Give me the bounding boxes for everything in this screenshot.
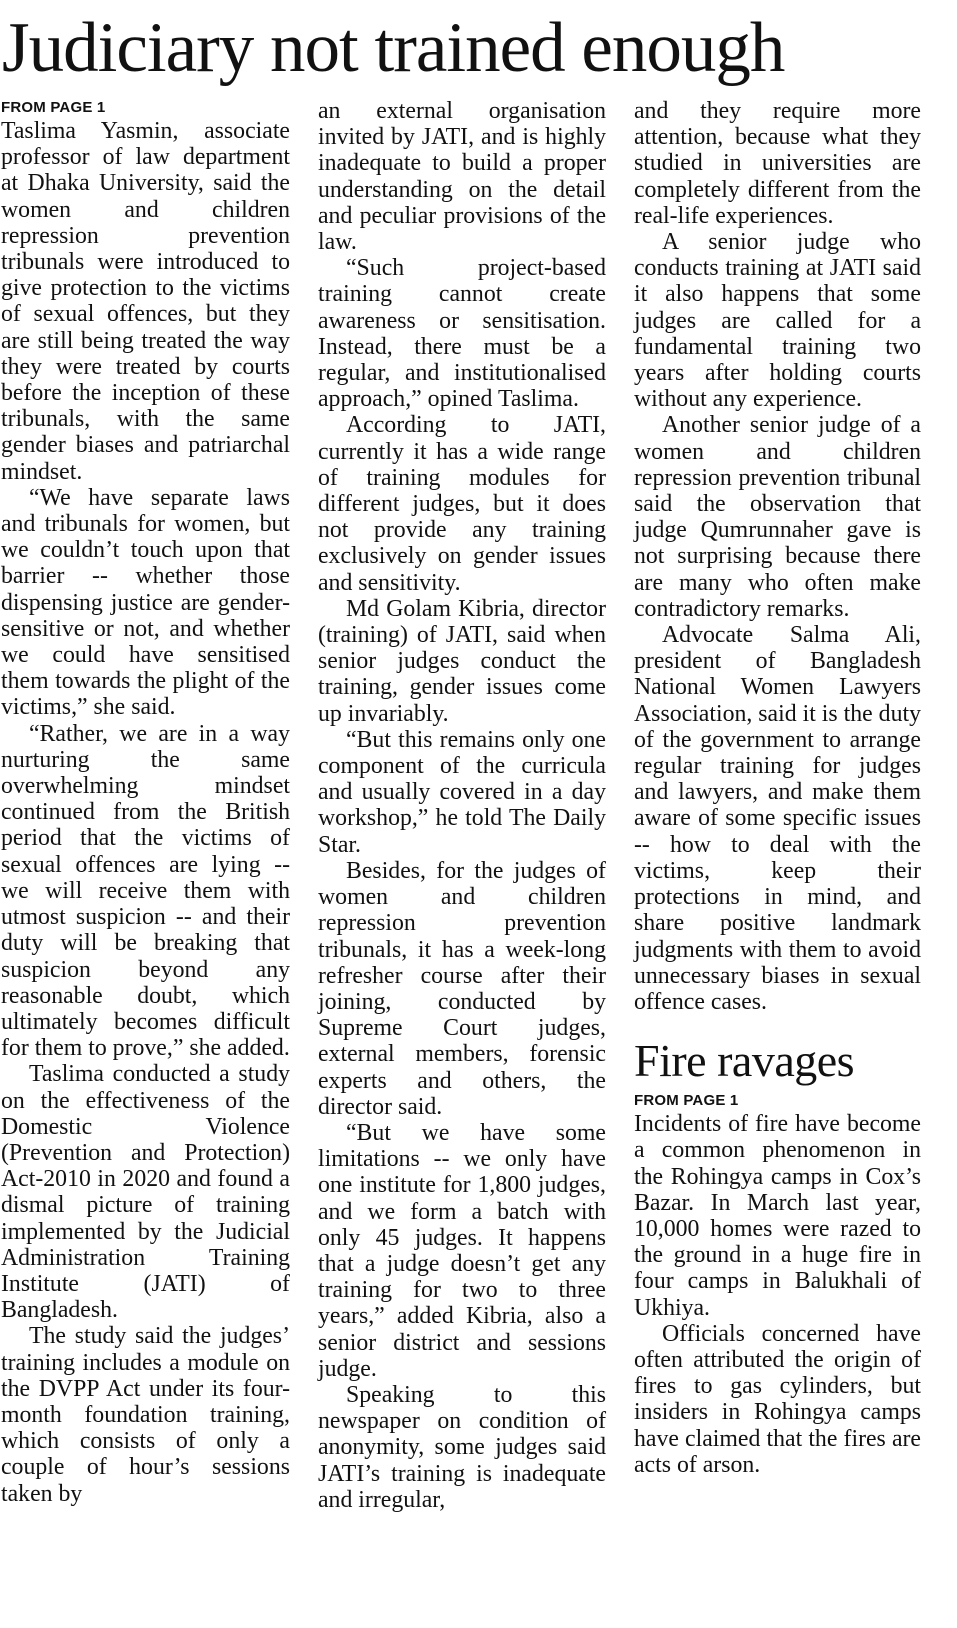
article-paragraph: Taslima conducted a study on the effectiveness of the Domestic Violence (Prevention and Protection) Act-2010 in 2020 and found a dismal picture of training implemented by the Judicial Administration Training Institute (JATI) of Bangladesh. <box>1 1061 290 1324</box>
article-paragraph: “But this remains only one component of the curricula and usually covered in a day workshop,” he told The Daily Star. <box>318 726 606 858</box>
article-paragraph: Another senior judge of a women and children repression prevention tribunal said the observation that judge Qumrunnaher gave is not surprising because there are many who often make contradictory remarks. <box>634 412 921 622</box>
article-paragraph: Speaking to this newspaper on condition of anonymity, some judges said JATI’s training is inadequate and irregular, <box>318 1381 606 1513</box>
article-paragraph: Md Golam Kibria, director (training) of JATI, said when senior judges conduct the training, gender issues come up invariably. <box>318 595 606 727</box>
article-paragraph: “We have separate laws and tribunals for women, but we couldn’t touch upon that barrier -- whether those dispensing justice are gender-sensitive or not, and whether we could have sensitised them towards the plight of the victims,” she said. <box>1 484 290 721</box>
article-paragraph: an external organisation invited by JATI, and is highly inadequate to build a proper understanding on the detail and peculiar provisions of the law. <box>318 98 606 256</box>
second-story-paragraph: Incidents of fire have become a common phenomenon in the Rohingya camps in Cox’s Bazar. In March last year, 10,000 homes were razed to the ground in a huge fire in four camps in Balukhali of Ukhiya. <box>634 1111 921 1321</box>
article-paragraph: A senior judge who conducts training at JATI said it also happens that some judges are called for a fundamental training two years after holding courts without any experience. <box>634 229 921 413</box>
article-paragraph: Advocate Salma Ali, president of Bangladesh National Women Lawyers Association, said it is the duty of the government to arrange regular training for judges and lawyers, and make them aware of some specific issues -- how to deal with the victims, keep their protections in mind, and share positive landmark judgments with them to avoid unnecessary biases in sexual offence cases. <box>634 622 921 1015</box>
second-story-headline: Fire ravages <box>634 1035 855 1087</box>
article-paragraph: Besides, for the judges of women and children repression prevention tribunals, it has a week-long refresher course after their joining, conducted by Supreme Court judges, external members, forensic experts and others, the director said. <box>318 857 606 1120</box>
article-column-3 <box>634 98 921 1478</box>
article-paragraph: and they require more attention, because what they studied in universities are completely different from the real-life experiences. <box>634 98 921 229</box>
second-story-kicker: FROM PAGE 1 <box>634 1092 739 1110</box>
article-column-1 <box>1 98 290 1507</box>
main-story-kicker: FROM PAGE 1 <box>1 99 106 116</box>
main-headline: Judiciary not trained enough <box>2 9 785 87</box>
article-paragraph: The study said the judges’ training includes a module on the DVPP Act under its four-month foundation training, which consists of only a couple of hour’s sessions taken by <box>1 1323 290 1507</box>
second-story-paragraph: Officials concerned have often attributed the origin of fires to gas cylinders, but insiders in Rohingya camps have claimed that the fires are acts of arson. <box>634 1320 921 1478</box>
article-paragraph: “Rather, we are in a way nurturing the same overwhelming mindset continued from the British period that the victims of sexual offences are lying -- we will receive them with utmost suspicion -- and their duty will be breaking that suspicion beyond any reasonable doubt, which ultimately becomes difficult for them to prove,” she added. <box>1 720 290 1062</box>
article-paragraph: “Such project-based training cannot create awareness or sensitisation. Instead, there must be a regular, and institutionalised approach,” opined Taslima. <box>318 255 606 413</box>
article-column-2 <box>318 98 606 1513</box>
article-paragraph: Taslima Yasmin, associate professor of law department at Dhaka University, said the women and children repression prevention tribunals were introduced to give protection to the victims of sexual offences, but they are still being treated the way they were treated by courts before the inception of these tribunals, with the same gender biases and patriarchal mindset. <box>1 118 290 485</box>
article-paragraph: According to JATI, currently it has a wide range of training modules for different judges, but it does not provide any training exclusively on gender issues and sensitivity. <box>318 412 606 596</box>
article-paragraph: “But we have some limitations -- we only have one institute for 1,800 judges, and we form a batch with only 45 judges. It happens that a judge doesn’t get any training for two to three years,” added Kibria, also a senior district and sessions judge. <box>318 1119 606 1382</box>
